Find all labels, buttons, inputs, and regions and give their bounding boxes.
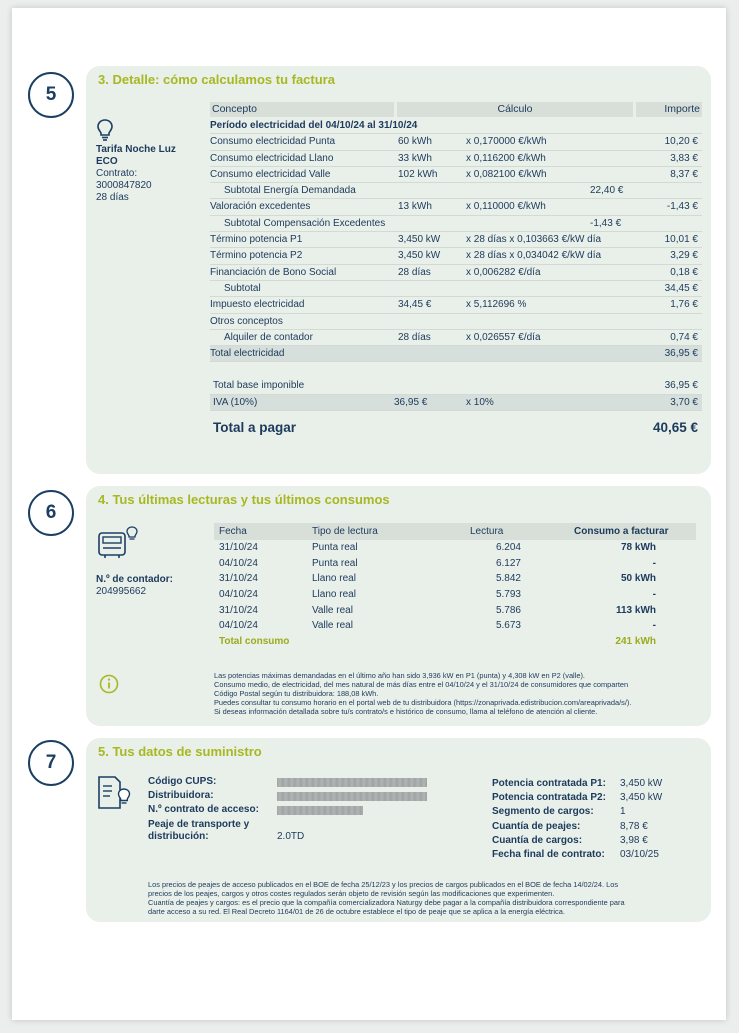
tipo-cell: Llano real <box>312 573 356 585</box>
supply-label-text: Peaje de transporte y <box>148 819 250 830</box>
base-imponible-label: Total base imponible <box>213 380 305 392</box>
lectura-cell: 5.673 <box>495 620 521 632</box>
concepto-cell: Alquiler de contador <box>224 331 313 343</box>
header-importe: Importe <box>636 102 702 117</box>
note-line: Si deseas información detallada sobre tu/s contrato/s e histórico de consumo, llama al teléfono de atención al cliente. <box>214 707 598 716</box>
total-row <box>210 411 702 445</box>
total-consumo-value: 241 kWh <box>615 636 656 648</box>
importe-cell: 0,74 € <box>670 331 698 343</box>
fecha-cell: 04/10/24 <box>219 589 258 601</box>
calculo-cell: x 0,082100 €/kWh <box>466 168 547 180</box>
supply-value: 8,78 € <box>620 820 648 832</box>
tipo-cell: Valle real <box>312 620 353 632</box>
concepto-cell: Subtotal Energía Demandada <box>224 185 356 197</box>
redacted-value <box>277 806 363 815</box>
table-row <box>210 216 702 232</box>
contract-label: Contrato: <box>96 168 138 179</box>
table-row <box>214 556 696 572</box>
note-line: Las potencias máximas demandadas en el último año han sido 3,936 kW en P1 (punta) y 4,308 kW en P2 (valle). <box>214 671 585 680</box>
table-row <box>210 248 702 264</box>
table-row <box>210 167 702 183</box>
importe-cell: 0,18 € <box>670 266 698 278</box>
redacted-value <box>277 778 427 787</box>
supply-label <box>148 819 249 843</box>
readings-table <box>214 523 696 650</box>
supply-value: 03/10/25 <box>620 849 659 860</box>
supply-label-text-2: distribución: <box>148 831 209 842</box>
importe-cell: 3,83 € <box>670 152 698 164</box>
note-line: Los precios de peajes de acceso publicados en el BOE de fecha 25/12/23 y los precios de cargos publicados en el BOE de fecha 14/02/24. Los <box>148 880 619 889</box>
base-imponible-amount: 36,95 € <box>664 380 698 392</box>
supply-label: Cuantía de cargos: <box>492 834 583 846</box>
table-row <box>210 265 702 281</box>
cantidad-cell: 28 días <box>398 331 431 343</box>
tipo-cell: Punta real <box>312 557 358 569</box>
cantidad-cell: 102 kWh <box>398 168 438 180</box>
importe-cell: 10,20 € <box>664 136 698 148</box>
calculo-cell: x 28 días x 0,034042 €/kW día <box>466 250 602 262</box>
table-row <box>210 199 702 215</box>
concepto-cell: Consumo electricidad Llano <box>210 152 334 164</box>
consumo-cell: - <box>652 589 656 601</box>
section-badge-6 <box>28 490 74 536</box>
subtotal-cell: 22,40 € <box>590 185 624 197</box>
consumo-cell: 113 kWh <box>615 604 656 616</box>
importe-cell: 36,95 € <box>664 348 698 360</box>
concepto-cell: Término potencia P1 <box>210 234 303 246</box>
iva-row <box>210 395 702 411</box>
supply-label <box>148 790 214 802</box>
tipo-cell: Punta real <box>312 542 358 553</box>
supply-value: 3,450 kW <box>620 792 663 804</box>
importe-cell: 10,01 € <box>664 234 698 246</box>
section-badge-7 <box>28 740 74 786</box>
cantidad-cell: 3,450 kW <box>398 234 441 246</box>
section-badge-5 <box>28 72 74 118</box>
concepto-cell: Subtotal Compensación Excedentes <box>224 217 386 229</box>
importe-cell: -1,43 € <box>666 201 698 213</box>
supply-label: Segmento de cargos: <box>492 806 594 818</box>
section-title: 3. Detalle: cómo calculamos tu factura <box>98 72 335 87</box>
tipo-cell: Valle real <box>312 604 353 616</box>
iva-amount: 3,70 € <box>670 396 698 408</box>
cantidad-cell: 3,450 kW <box>398 250 441 262</box>
subtotal-cell: -1,43 € <box>590 217 622 229</box>
table-row <box>210 232 702 248</box>
iva-label: IVA (10%) <box>213 396 258 408</box>
header-concepto: Concepto <box>210 102 394 117</box>
cantidad-cell: 60 kWh <box>398 136 432 148</box>
table-row <box>210 151 702 167</box>
note-line: darte acceso a su red. El Real Decreto 1164/01 de 26 de octubre establece el tipo de peaje que se aplica a la energía eléctrica. <box>148 907 565 916</box>
tipo-cell: Llano real <box>312 589 356 601</box>
header-tipo: Tipo de lectura <box>312 526 378 537</box>
tariff-name-2: ECO <box>96 156 118 167</box>
header-fecha: Fecha <box>219 526 247 537</box>
cantidad-cell: 28 días <box>398 266 431 278</box>
calculo-cell: x 0,006282 €/día <box>466 266 541 278</box>
table-row <box>214 618 696 634</box>
note-line: precios de los peajes, cargos y otros costes regulados serán objeto de revisión según las modificaciones que experimenten. <box>148 889 555 898</box>
supply-value: 3,450 kW <box>620 778 663 789</box>
info-icon <box>99 674 119 694</box>
badge-number: 7 <box>45 752 57 773</box>
concepto-cell: Consumo electricidad Punta <box>210 136 336 148</box>
badge-number: 5 <box>45 84 57 105</box>
concepto-cell: Financiación de Bono Social <box>210 266 337 278</box>
meter-label: N.º de contador: <box>96 574 173 585</box>
bill-page <box>12 8 726 1020</box>
meter-icon <box>96 524 140 560</box>
contract-document-icon <box>96 774 132 812</box>
calculo-cell: x 5,112696 % <box>466 299 527 311</box>
lectura-cell: 5.842 <box>495 573 521 585</box>
supply-label: Cuantía de peajes: <box>492 820 581 832</box>
fecha-cell: 31/10/24 <box>219 573 258 585</box>
calculo-cell: x 0,116200 €/kWh <box>466 152 546 164</box>
lectura-cell: 6.127 <box>495 557 521 569</box>
period-row <box>210 118 702 134</box>
cantidad-cell: 13 kWh <box>398 201 432 213</box>
concepto-cell: Impuesto electricidad <box>210 299 305 311</box>
supply-label-text: Código CUPS: <box>148 776 217 787</box>
table-row <box>214 540 696 556</box>
billing-days: 28 días <box>96 192 129 203</box>
cantidad-cell: 34,45 € <box>398 299 432 311</box>
badge-number: 6 <box>45 502 57 523</box>
supply-value: 3,98 € <box>620 834 648 846</box>
table-row <box>210 281 702 297</box>
calculo-cell: x 0,170000 €/kWh <box>466 136 547 148</box>
table-row <box>214 587 696 603</box>
supply-label-text: N.º contrato de acceso: <box>148 804 259 815</box>
table-row <box>210 134 702 150</box>
total-consumo-label: Total consumo <box>219 636 290 648</box>
table-row <box>210 297 702 313</box>
fecha-cell: 31/10/24 <box>219 604 258 616</box>
consumo-cell: - <box>652 557 656 569</box>
supply-label: Potencia contratada P1: <box>492 778 606 789</box>
contract-number: 3000847820 <box>96 180 152 191</box>
concepto-cell: Total electricidad <box>210 348 285 360</box>
supply-label <box>148 804 259 816</box>
supply-data-card <box>86 738 711 922</box>
table-header <box>210 102 702 118</box>
table-row <box>210 314 702 330</box>
total-amount: 40,65 € <box>652 420 698 436</box>
header-lectura: Lectura <box>470 526 504 537</box>
meter-number: 204995662 <box>96 586 147 597</box>
concepto-cell: Valoración excedentes <box>210 201 311 213</box>
readings-notes <box>214 671 631 716</box>
concepto-cell: Subtotal <box>224 282 261 294</box>
importe-cell: 34,45 € <box>664 282 698 294</box>
importe-cell: 8,37 € <box>670 168 698 180</box>
header-consumo: Consumo a facturar <box>574 526 669 537</box>
total-consumo-row <box>214 634 696 650</box>
lectura-cell: 5.793 <box>495 589 521 601</box>
table-row <box>210 330 702 346</box>
redacted-value <box>277 792 427 801</box>
lightbulb-icon <box>96 118 114 142</box>
iva-base: 36,95 € <box>394 396 428 408</box>
concepto-cell: Término potencia P2 <box>210 250 303 262</box>
base-imponible-row <box>210 378 702 394</box>
fecha-cell: 04/10/24 <box>219 620 258 632</box>
concepto-cell: Consumo electricidad Valle <box>210 168 331 180</box>
note-line: Consumo medio, de electricidad, del mes natural de más días entre el 04/10/24 y el 31/10/24 de consumidores que comparten <box>214 680 629 689</box>
consumo-cell: 78 kWh <box>620 542 656 553</box>
lectura-cell: 5.786 <box>495 604 521 616</box>
note-line: Código Postal según tu distribuidora: 188,08 kWh. <box>214 689 379 698</box>
table-row <box>210 346 702 362</box>
billing-detail-card <box>86 66 711 474</box>
supply-label <box>148 776 216 788</box>
tariff-info <box>96 144 176 204</box>
section-title: 4. Tus últimas lecturas y tus últimos consumos <box>98 492 390 507</box>
header-calculo: Cálculo <box>397 102 633 117</box>
lectura-cell: 6.204 <box>495 542 521 553</box>
table-row <box>214 603 696 619</box>
supply-label: Fecha final de contrato: <box>492 849 605 860</box>
calculo-cell: x 0,026557 €/día <box>466 331 541 343</box>
fecha-cell: 31/10/24 <box>219 542 258 553</box>
table-row <box>210 183 702 199</box>
total-label: Total a pagar <box>213 420 297 436</box>
importe-cell: 1,76 € <box>670 299 698 311</box>
tariff-name: Tarifa Noche Luz <box>96 144 176 155</box>
supply-notes <box>148 880 625 916</box>
fecha-cell: 04/10/24 <box>219 557 258 569</box>
importe-cell: 3,29 € <box>670 250 698 262</box>
iva-calc: x 10% <box>466 396 494 408</box>
supply-label: Potencia contratada P2: <box>492 792 606 804</box>
readings-card <box>86 486 711 726</box>
table-header <box>214 523 696 540</box>
supply-label-text: Distribuidora: <box>148 790 214 801</box>
meter-info <box>96 574 173 598</box>
section-title: 5. Tus datos de suministro <box>98 744 262 759</box>
billing-detail-table <box>210 102 702 445</box>
table-row <box>214 571 696 587</box>
consumo-cell: - <box>652 620 656 632</box>
calculo-cell: x 0,110000 €/kWh <box>466 201 546 213</box>
supply-value: 2.0TD <box>277 831 305 842</box>
supply-value: 1 <box>620 806 626 818</box>
calculo-cell: x 28 días x 0,103663 €/kW día <box>466 234 602 246</box>
consumo-cell: 50 kWh <box>620 573 656 585</box>
period-label: Período electricidad del 04/10/24 al 31/10/24 <box>210 120 418 131</box>
concepto-cell: Otros conceptos <box>210 315 283 327</box>
note-line: Puedes consultar tu consumo horario en el portal web de tu distribuidora (https://zonaprivada.edistribucion.com/areaprivada/s/). <box>214 698 632 707</box>
note-line: Cuantía de peajes y cargos: es el precio que la compañía comercializadora Naturgy debe pagar a la compañía distribuidora correspondiente para <box>148 898 625 907</box>
cantidad-cell: 33 kWh <box>398 152 432 164</box>
